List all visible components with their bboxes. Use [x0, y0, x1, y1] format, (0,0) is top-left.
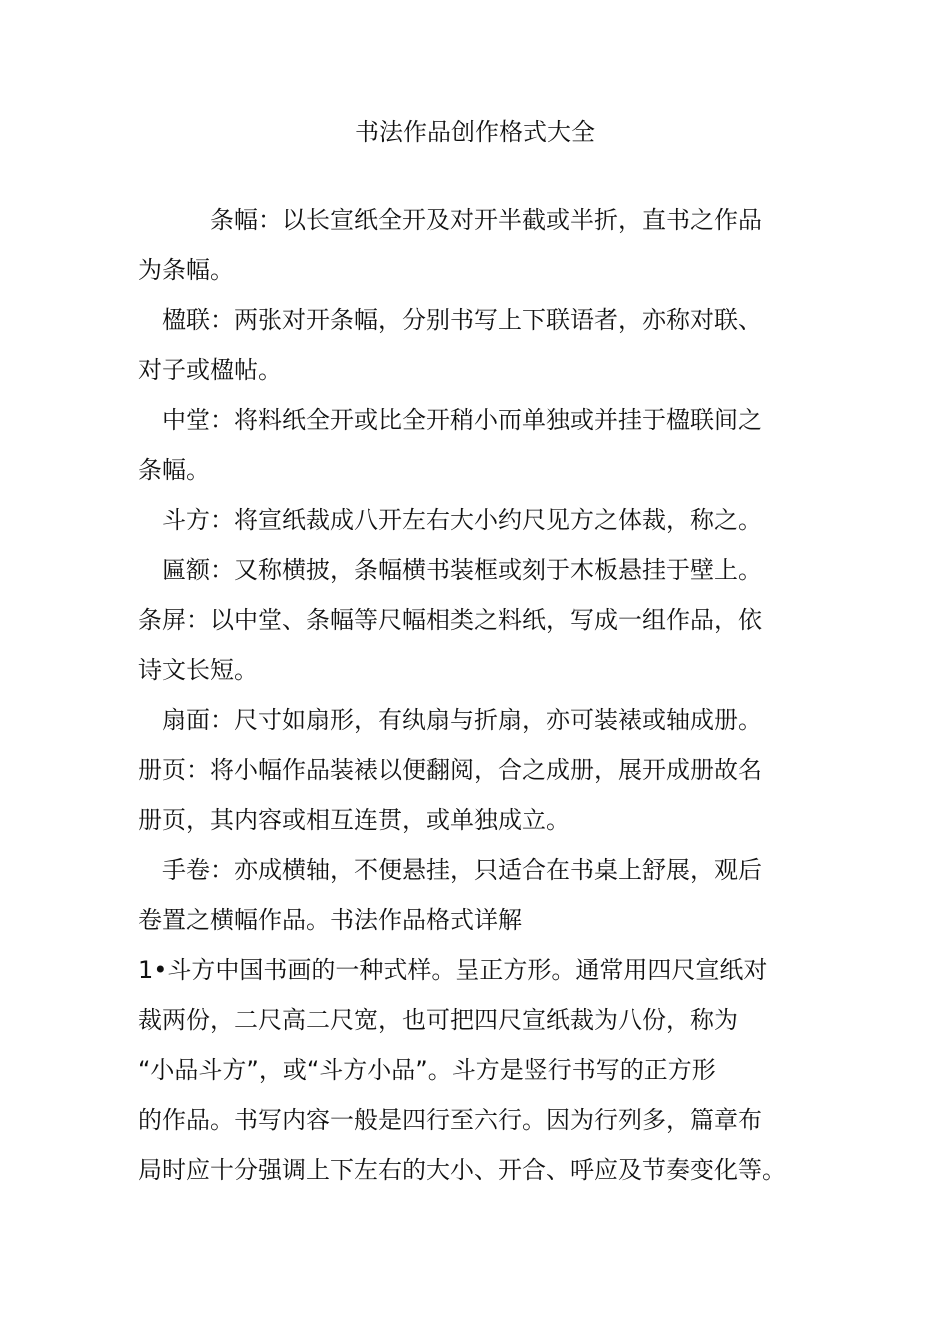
text-line-20: 局时应十分强调上下左右的大小、开合、呼应及节奏变化等。 — [138, 1156, 786, 1184]
text-line-4: 对子或楹帖。 — [138, 356, 282, 384]
text-line-15: 卷置之横幅作品。书法作品格式详解 — [138, 906, 522, 934]
text-line-13: 册页，其内容或相互连贯，或单独成立。 — [138, 806, 570, 834]
text-line-16: 1•斗方中国书画的一种式样。呈正方形。通常用四尺宣纸对 — [138, 956, 768, 984]
text-line-14: 手卷：亦成横轴，不便悬挂，只适合在书桌上舒展，观后 — [138, 856, 762, 884]
text-line-10: 诗文长短。 — [138, 656, 258, 684]
text-line-5: 中堂：将料纸全开或比全开稍小而单独或并挂于楹联间之 — [138, 406, 762, 434]
text-line-1: 条幅：以长宣纸全开及对开半截或半折，直书之作品 — [138, 206, 762, 234]
text-line-6: 条幅。 — [138, 456, 210, 484]
text-line-19: 的作品。书写内容一般是四行至六行。因为行列多，篇章布 — [138, 1106, 762, 1134]
text-line-17: 裁两份，二尺高二尺宽，也可把四尺宣纸裁为八份，称为 — [138, 1006, 738, 1034]
text-line-2: 为条幅。 — [138, 256, 234, 284]
text-line-12: 册页：将小幅作品装裱以便翻阅，合之成册，展开成册故名 — [138, 756, 762, 784]
document-body — [138, 208, 818, 1183]
text-line-8: 匾额：又称横披，条幅横书装框或刻于木板悬挂于壁上。 — [138, 556, 762, 584]
text-line-3: 楹联：两张对开条幅，分别书写上下联语者，亦称对联、 — [138, 306, 762, 334]
text-line-9: 条屏：以中堂、条幅等尺幅相类之料纸，写成一组作品，依 — [138, 606, 762, 634]
page-title: 书法作品创作格式大全 — [355, 118, 595, 146]
text-line-18: “小品斗方”，或“斗方小品”。斗方是竖行书写的正方形 — [138, 1056, 716, 1084]
text-line-7: 斗方：将宣纸裁成八开左右大小约尺见方之体裁，称之。 — [138, 506, 762, 534]
text-line-11: 扇面：尺寸如扇形，有纨扇与折扇，亦可装裱或轴成册。 — [138, 706, 762, 734]
